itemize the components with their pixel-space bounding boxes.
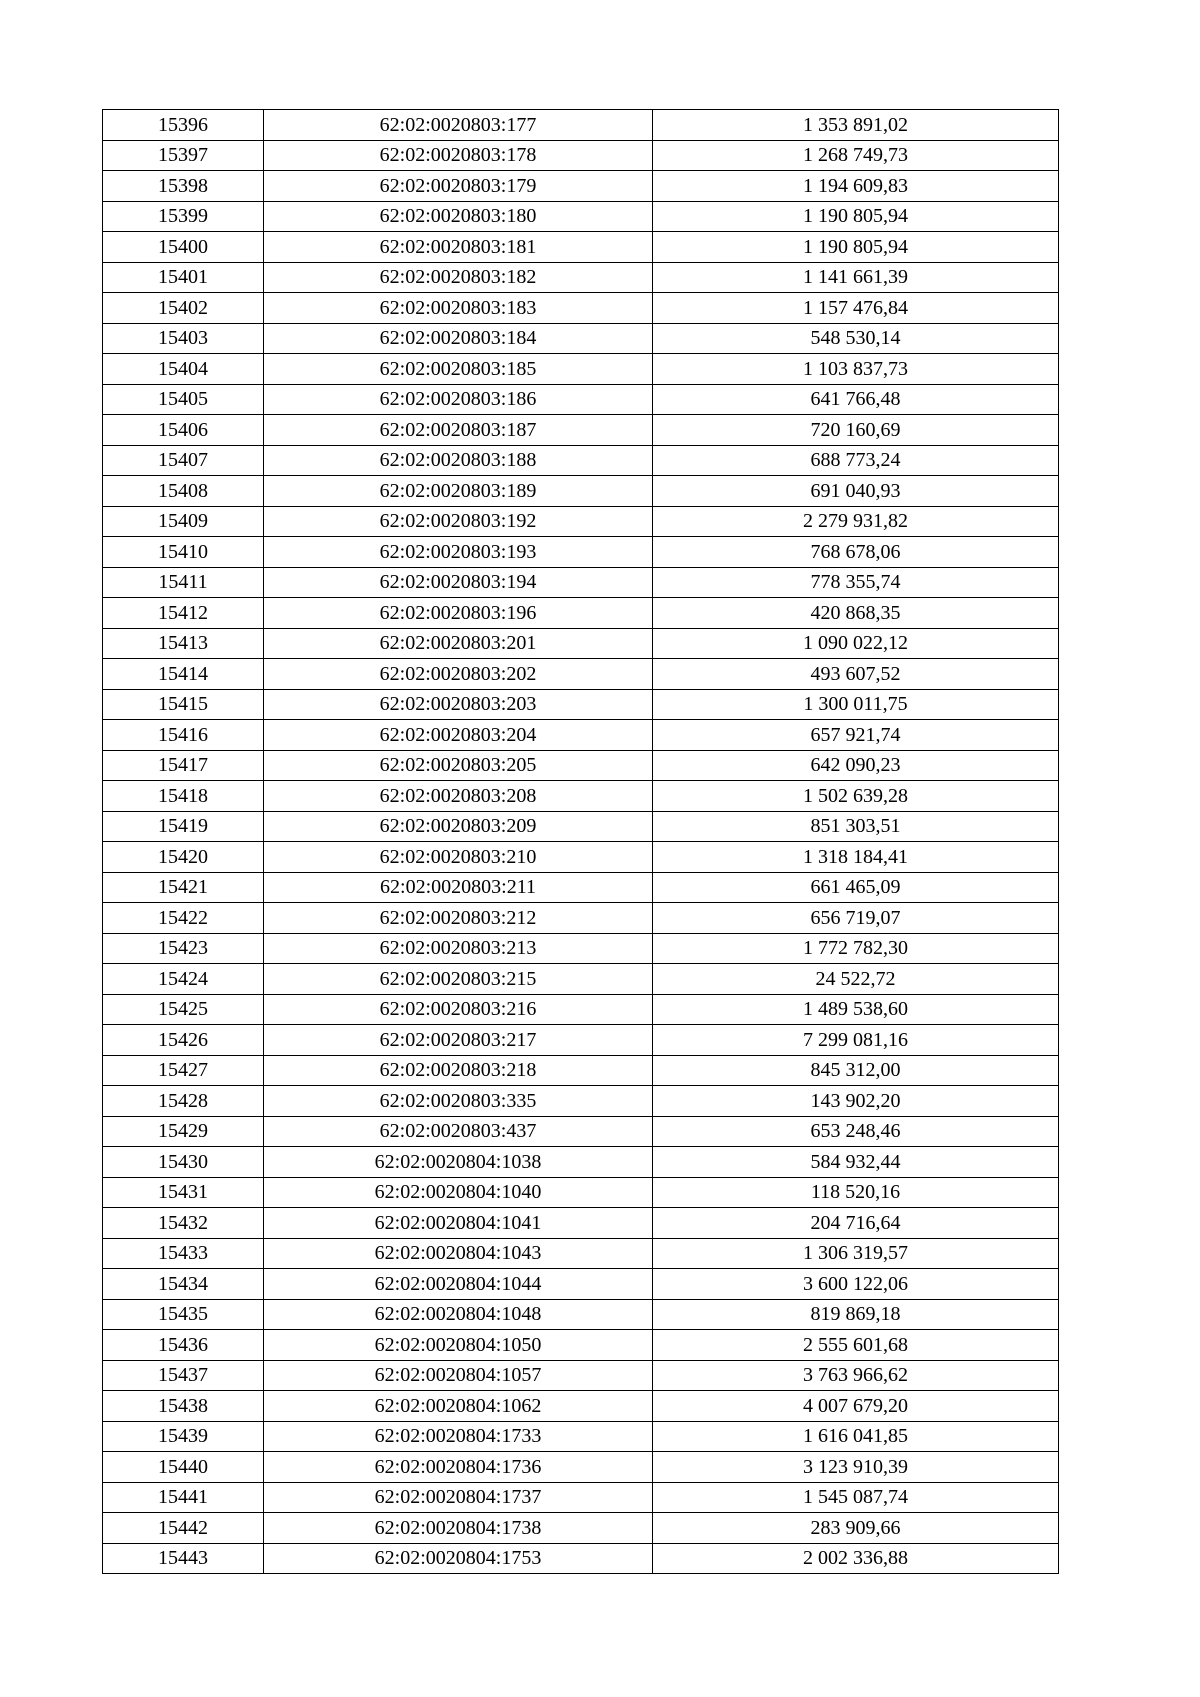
cadastral-number-cell: 62:02:0020804:1733	[264, 1421, 653, 1452]
cadastral-number-cell: 62:02:0020803:181	[264, 232, 653, 263]
row-number-cell: 15425	[103, 994, 264, 1025]
row-number-cell: 15405	[103, 384, 264, 415]
cadastral-number-cell: 62:02:0020804:1753	[264, 1543, 653, 1574]
row-number-cell: 15404	[103, 354, 264, 385]
cadastral-value-cell: 4 007 679,20	[653, 1391, 1059, 1422]
cadastral-number-cell: 62:02:0020803:196	[264, 598, 653, 629]
table-row	[103, 567, 1059, 598]
cadastral-number-cell: 62:02:0020803:210	[264, 842, 653, 873]
row-number-cell: 15429	[103, 1116, 264, 1147]
table-row	[103, 1116, 1059, 1147]
cadastral-value-cell: 3 763 966,62	[653, 1360, 1059, 1391]
row-number-cell: 15415	[103, 689, 264, 720]
row-number-cell: 15401	[103, 262, 264, 293]
cadastral-value-cell: 1 090 022,12	[653, 628, 1059, 659]
row-number-cell: 15399	[103, 201, 264, 232]
cadastral-number-cell: 62:02:0020804:1050	[264, 1330, 653, 1361]
cadastral-number-cell: 62:02:0020803:189	[264, 476, 653, 507]
table-row	[103, 842, 1059, 873]
row-number-cell: 15413	[103, 628, 264, 659]
cadastral-number-cell: 62:02:0020804:1057	[264, 1360, 653, 1391]
cadastral-value-cell: 1 772 782,30	[653, 933, 1059, 964]
table-row	[103, 1269, 1059, 1300]
cadastral-value-cell: 1 306 319,57	[653, 1238, 1059, 1269]
row-number-cell: 15400	[103, 232, 264, 263]
row-number-cell: 15421	[103, 872, 264, 903]
row-number-cell: 15402	[103, 293, 264, 324]
table-row	[103, 1360, 1059, 1391]
row-number-cell: 15428	[103, 1086, 264, 1117]
table-row	[103, 1482, 1059, 1513]
cadastral-number-cell: 62:02:0020804:1738	[264, 1513, 653, 1544]
cadastral-value-cell: 641 766,48	[653, 384, 1059, 415]
row-number-cell: 15411	[103, 567, 264, 598]
row-number-cell: 15414	[103, 659, 264, 690]
table-row	[103, 1299, 1059, 1330]
table-row	[103, 933, 1059, 964]
cadastral-number-cell: 62:02:0020803:186	[264, 384, 653, 415]
cadastral-value-cell: 656 719,07	[653, 903, 1059, 934]
table-row	[103, 232, 1059, 263]
row-number-cell: 15440	[103, 1452, 264, 1483]
cadastral-value-cell: 143 902,20	[653, 1086, 1059, 1117]
cadastral-value-cell: 1 300 011,75	[653, 689, 1059, 720]
cadastral-value-cell: 2 555 601,68	[653, 1330, 1059, 1361]
row-number-cell: 15431	[103, 1177, 264, 1208]
table-row	[103, 1513, 1059, 1544]
cadastral-number-cell: 62:02:0020803:203	[264, 689, 653, 720]
cadastral-value-cell: 584 932,44	[653, 1147, 1059, 1178]
table-row	[103, 964, 1059, 995]
cadastral-value-cell: 1 194 609,83	[653, 171, 1059, 202]
cadastral-number-cell: 62:02:0020803:179	[264, 171, 653, 202]
table-row	[103, 445, 1059, 476]
row-number-cell: 15407	[103, 445, 264, 476]
cadastral-value-cell: 688 773,24	[653, 445, 1059, 476]
row-number-cell: 15420	[103, 842, 264, 873]
cadastral-number-cell: 62:02:0020804:1736	[264, 1452, 653, 1483]
cadastral-value-cell: 720 160,69	[653, 415, 1059, 446]
row-number-cell: 15427	[103, 1055, 264, 1086]
table-row	[103, 1238, 1059, 1269]
row-number-cell: 15435	[103, 1299, 264, 1330]
cadastral-number-cell: 62:02:0020803:202	[264, 659, 653, 690]
row-number-cell: 15441	[103, 1482, 264, 1513]
row-number-cell: 15443	[103, 1543, 264, 1574]
table-row	[103, 811, 1059, 842]
cadastral-value-cell: 642 090,23	[653, 750, 1059, 781]
row-number-cell: 15426	[103, 1025, 264, 1056]
cadastral-number-cell: 62:02:0020804:1040	[264, 1177, 653, 1208]
table-row	[103, 750, 1059, 781]
cadastral-value-cell: 420 868,35	[653, 598, 1059, 629]
cadastral-value-cell: 3 123 910,39	[653, 1452, 1059, 1483]
cadastral-number-cell: 62:02:0020803:216	[264, 994, 653, 1025]
cadastral-number-cell: 62:02:0020803:185	[264, 354, 653, 385]
cadastral-value-cell: 1 502 639,28	[653, 781, 1059, 812]
row-number-cell: 15424	[103, 964, 264, 995]
table-row	[103, 872, 1059, 903]
table-row	[103, 1055, 1059, 1086]
cadastral-value-cell: 2 002 336,88	[653, 1543, 1059, 1574]
table-row	[103, 1330, 1059, 1361]
row-number-cell: 15423	[103, 933, 264, 964]
cadastral-value-cell: 1 353 891,02	[653, 110, 1059, 141]
cadastral-value-cell: 1 545 087,74	[653, 1482, 1059, 1513]
cadastral-value-cell: 548 530,14	[653, 323, 1059, 354]
cadastral-number-cell: 62:02:0020804:1044	[264, 1269, 653, 1300]
table-row	[103, 293, 1059, 324]
row-number-cell: 15419	[103, 811, 264, 842]
cadastral-value-cell: 657 921,74	[653, 720, 1059, 751]
table-row	[103, 1391, 1059, 1422]
table-row	[103, 1086, 1059, 1117]
row-number-cell: 15422	[103, 903, 264, 934]
row-number-cell: 15439	[103, 1421, 264, 1452]
cadastral-value-cell: 493 607,52	[653, 659, 1059, 690]
table-row	[103, 384, 1059, 415]
cadastral-value-cell: 1 190 805,94	[653, 201, 1059, 232]
cadastral-value-cell: 778 355,74	[653, 567, 1059, 598]
row-number-cell: 15430	[103, 1147, 264, 1178]
table-row	[103, 903, 1059, 934]
cadastral-value-cell: 1 616 041,85	[653, 1421, 1059, 1452]
table-row	[103, 689, 1059, 720]
row-number-cell: 15437	[103, 1360, 264, 1391]
row-number-cell: 15408	[103, 476, 264, 507]
row-number-cell: 15432	[103, 1208, 264, 1239]
row-number-cell: 15412	[103, 598, 264, 629]
cadastral-number-cell: 62:02:0020803:177	[264, 110, 653, 141]
cadastral-number-cell: 62:02:0020803:205	[264, 750, 653, 781]
row-number-cell: 15438	[103, 1391, 264, 1422]
cadastral-value-cell: 283 909,66	[653, 1513, 1059, 1544]
cadastral-number-cell: 62:02:0020803:182	[264, 262, 653, 293]
cadastral-number-cell: 62:02:0020803:183	[264, 293, 653, 324]
cadastral-number-cell: 62:02:0020804:1048	[264, 1299, 653, 1330]
cadastral-value-cell: 24 522,72	[653, 964, 1059, 995]
cadastral-number-cell: 62:02:0020803:187	[264, 415, 653, 446]
row-number-cell: 15410	[103, 537, 264, 568]
cadastral-number-cell: 62:02:0020803:437	[264, 1116, 653, 1147]
cadastral-value-cell: 1 318 184,41	[653, 842, 1059, 873]
cadastral-number-cell: 62:02:0020803:211	[264, 872, 653, 903]
table-row	[103, 720, 1059, 751]
table-row	[103, 140, 1059, 171]
table-row	[103, 994, 1059, 1025]
cadastral-number-cell: 62:02:0020803:193	[264, 537, 653, 568]
row-number-cell: 15442	[103, 1513, 264, 1544]
cadastral-number-cell: 62:02:0020803:201	[264, 628, 653, 659]
cadastral-value-cell: 1 489 538,60	[653, 994, 1059, 1025]
table-row	[103, 201, 1059, 232]
cadastral-value-cell: 768 678,06	[653, 537, 1059, 568]
cadastral-number-cell: 62:02:0020803:188	[264, 445, 653, 476]
table-row	[103, 476, 1059, 507]
cadastral-value-cell: 691 040,93	[653, 476, 1059, 507]
cadastral-value-cell: 118 520,16	[653, 1177, 1059, 1208]
cadastral-value-cell: 7 299 081,16	[653, 1025, 1059, 1056]
cadastral-number-cell: 62:02:0020803:209	[264, 811, 653, 842]
table-row	[103, 1208, 1059, 1239]
row-number-cell: 15417	[103, 750, 264, 781]
table-row	[103, 171, 1059, 202]
table-row	[103, 1025, 1059, 1056]
row-number-cell: 15433	[103, 1238, 264, 1269]
table-row	[103, 659, 1059, 690]
table-row	[103, 628, 1059, 659]
table-row	[103, 1177, 1059, 1208]
cadastral-number-cell: 62:02:0020803:215	[264, 964, 653, 995]
row-number-cell: 15409	[103, 506, 264, 537]
table-row	[103, 1452, 1059, 1483]
table-row	[103, 506, 1059, 537]
table-body	[103, 110, 1059, 1574]
cadastral-value-cell: 1 268 749,73	[653, 140, 1059, 171]
cadastral-number-cell: 62:02:0020803:180	[264, 201, 653, 232]
cadastral-value-cell: 1 103 837,73	[653, 354, 1059, 385]
cadastral-value-cell: 653 248,46	[653, 1116, 1059, 1147]
table-row	[103, 110, 1059, 141]
row-number-cell: 15406	[103, 415, 264, 446]
cadastral-number-cell: 62:02:0020804:1062	[264, 1391, 653, 1422]
cadastral-value-table	[102, 109, 1059, 1574]
cadastral-number-cell: 62:02:0020804:1038	[264, 1147, 653, 1178]
table-row	[103, 323, 1059, 354]
cadastral-number-cell: 62:02:0020803:212	[264, 903, 653, 934]
cadastral-value-cell: 1 190 805,94	[653, 232, 1059, 263]
cadastral-number-cell: 62:02:0020803:218	[264, 1055, 653, 1086]
cadastral-number-cell: 62:02:0020803:194	[264, 567, 653, 598]
cadastral-value-cell: 845 312,00	[653, 1055, 1059, 1086]
cadastral-number-cell: 62:02:0020803:184	[264, 323, 653, 354]
cadastral-value-cell: 1 141 661,39	[653, 262, 1059, 293]
table-row	[103, 415, 1059, 446]
cadastral-value-cell: 661 465,09	[653, 872, 1059, 903]
cadastral-value-cell: 3 600 122,06	[653, 1269, 1059, 1300]
cadastral-number-cell: 62:02:0020804:1043	[264, 1238, 653, 1269]
row-number-cell: 15436	[103, 1330, 264, 1361]
table-row	[103, 1421, 1059, 1452]
row-number-cell: 15398	[103, 171, 264, 202]
cadastral-value-cell: 204 716,64	[653, 1208, 1059, 1239]
cadastral-number-cell: 62:02:0020803:208	[264, 781, 653, 812]
row-number-cell: 15397	[103, 140, 264, 171]
cadastral-number-cell: 62:02:0020804:1737	[264, 1482, 653, 1513]
cadastral-number-cell: 62:02:0020803:213	[264, 933, 653, 964]
cadastral-value-cell: 1 157 476,84	[653, 293, 1059, 324]
table-row	[103, 354, 1059, 385]
cadastral-value-cell: 819 869,18	[653, 1299, 1059, 1330]
row-number-cell: 15418	[103, 781, 264, 812]
cadastral-number-cell: 62:02:0020803:192	[264, 506, 653, 537]
row-number-cell: 15403	[103, 323, 264, 354]
table-row	[103, 262, 1059, 293]
table-row	[103, 1147, 1059, 1178]
cadastral-number-cell: 62:02:0020804:1041	[264, 1208, 653, 1239]
row-number-cell: 15434	[103, 1269, 264, 1300]
cadastral-value-cell: 2 279 931,82	[653, 506, 1059, 537]
table-row	[103, 537, 1059, 568]
row-number-cell: 15416	[103, 720, 264, 751]
row-number-cell: 15396	[103, 110, 264, 141]
cadastral-number-cell: 62:02:0020803:217	[264, 1025, 653, 1056]
table-row	[103, 781, 1059, 812]
table-row	[103, 1543, 1059, 1574]
cadastral-number-cell: 62:02:0020803:335	[264, 1086, 653, 1117]
cadastral-value-cell: 851 303,51	[653, 811, 1059, 842]
table-row	[103, 598, 1059, 629]
cadastral-number-cell: 62:02:0020803:204	[264, 720, 653, 751]
cadastral-number-cell: 62:02:0020803:178	[264, 140, 653, 171]
